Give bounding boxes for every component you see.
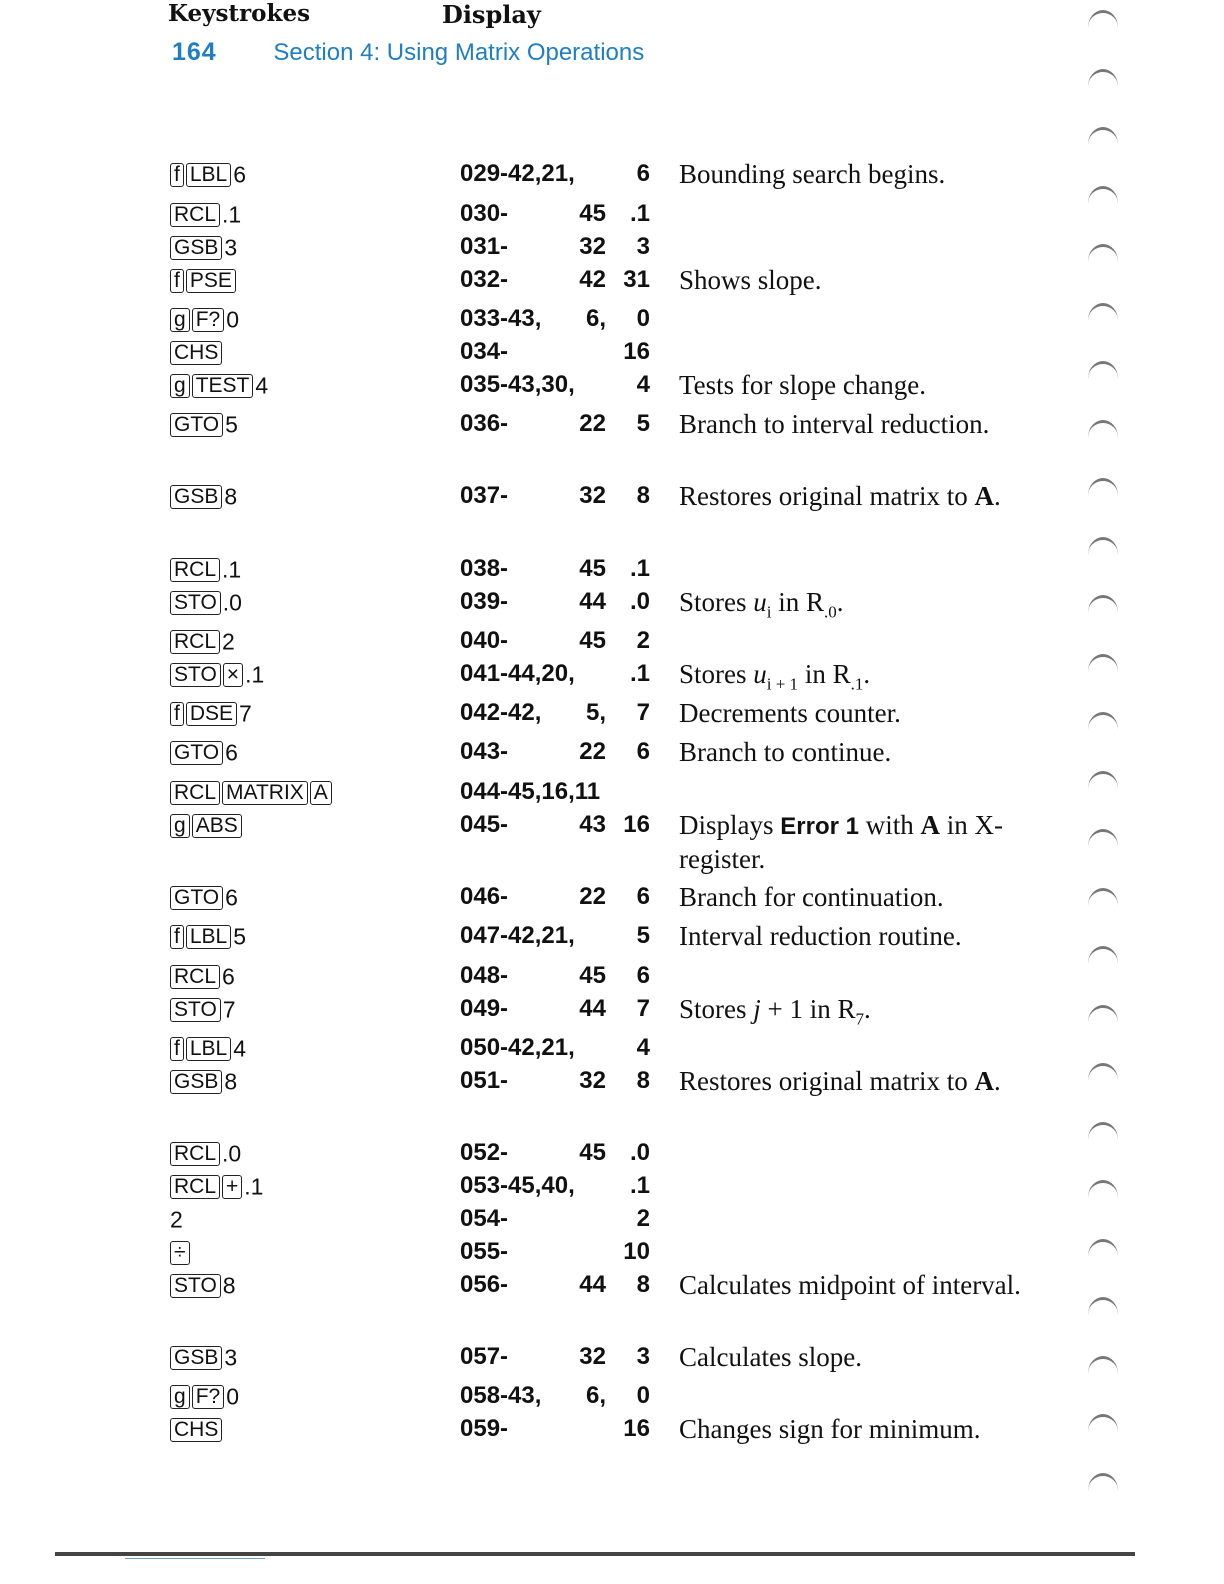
description <box>679 809 1024 876</box>
key-cap: g <box>170 814 190 838</box>
description <box>679 586 1024 628</box>
binder-hole <box>1088 1473 1118 1508</box>
listing-row <box>0 883 1224 915</box>
key-cap: GTO <box>170 741 223 765</box>
key-digit: 2 <box>170 1206 183 1233</box>
key-cap: GSB <box>170 236 222 260</box>
binder-hole <box>1088 595 1118 630</box>
description-part: Shows slope. <box>679 265 822 295</box>
description-part: Stores <box>679 587 747 617</box>
binder-hole <box>1088 10 1118 45</box>
display-code-mid: 45 <box>579 200 606 227</box>
display-code-right: 5 <box>636 922 650 949</box>
display-code-right: 6 <box>636 160 650 187</box>
display-code-mid: 6, <box>585 305 606 332</box>
key-digit: 3 <box>224 234 238 261</box>
listing-row <box>0 1238 1224 1270</box>
display-code-mid: 32 <box>579 233 606 260</box>
key-digit: 8 <box>224 1068 238 1095</box>
display-code-right: 8 <box>636 482 650 509</box>
key-cap: f <box>170 1037 184 1061</box>
binder-hole <box>1088 771 1118 806</box>
display-line-code: 041-44,20, <box>460 660 575 687</box>
description <box>679 920 1024 953</box>
display-line-code: 034- <box>460 338 509 365</box>
key-cap: GTO <box>170 886 223 910</box>
key-cap: ABS <box>192 814 242 838</box>
key-digit: 7 <box>222 996 236 1023</box>
key-cap: PSE <box>186 269 236 293</box>
footer-accent-rule <box>125 1558 265 1559</box>
display-code-right: 6 <box>636 738 650 765</box>
page-header <box>172 38 644 67</box>
key-digit: 8 <box>224 483 238 510</box>
display-code-mid: 45 <box>579 1139 606 1166</box>
display-code-mid: 22 <box>579 410 606 437</box>
binder-hole <box>1088 654 1118 689</box>
listing-row <box>0 410 1224 442</box>
description-part: Interval reduction routine. <box>679 921 962 951</box>
listing-row <box>0 555 1224 587</box>
key-digit: 2 <box>222 628 235 655</box>
binder-hole <box>1088 1122 1118 1157</box>
key-cap: STO <box>170 663 221 687</box>
description-end: . <box>836 587 844 617</box>
display-line-code: 044-45,16,11 <box>460 778 601 805</box>
listing-row <box>0 995 1224 1027</box>
display-code-right: .1 <box>629 1172 650 1199</box>
display-code-right: 5 <box>636 410 650 437</box>
display-code-right: 6 <box>636 962 650 989</box>
description-end: . <box>863 659 871 689</box>
display-line-code: 029-42,21, <box>460 160 575 187</box>
description-part: in R <box>778 587 824 617</box>
display-code-right: 16 <box>623 1415 650 1442</box>
key-digit: 5 <box>225 411 238 438</box>
display-line-code: 055- <box>460 1238 509 1265</box>
display-line-code: 038- <box>460 555 509 582</box>
key-cap: F? <box>192 308 225 332</box>
binder-hole <box>1088 127 1118 162</box>
listing-row <box>0 200 1224 232</box>
display-code-mid: 45 <box>579 555 606 582</box>
key-cap: F? <box>192 1385 225 1409</box>
keystrokes-column-heading: Keystrokes <box>168 0 311 27</box>
display-code-right: 7 <box>636 995 650 1022</box>
binder-hole <box>1088 1297 1118 1332</box>
display-line-code: 033-43, <box>460 305 542 332</box>
key-cap: STO <box>170 591 221 615</box>
display-code-right: 8 <box>636 1271 650 1298</box>
display-line-code: 048- <box>460 962 509 989</box>
display-code-right: 10 <box>623 1238 650 1265</box>
listing-row <box>0 482 1224 514</box>
display-code-mid: 22 <box>579 883 606 910</box>
display-line-code: 030- <box>460 200 509 227</box>
listing-row <box>0 160 1224 192</box>
display-code-mid: 44 <box>579 1271 606 1298</box>
listing-row <box>0 1067 1224 1099</box>
display-code-mid: 44 <box>579 995 606 1022</box>
display-code-mid: 5, <box>585 699 606 726</box>
description <box>679 1269 1024 1302</box>
description-part: Branch to interval reduction. <box>679 409 990 439</box>
key-cap: f <box>170 702 184 726</box>
display-code-right: .0 <box>629 588 650 615</box>
description <box>679 1065 1024 1098</box>
description <box>679 697 1024 730</box>
key-cap: LBL <box>186 163 231 187</box>
description-part: Restores original matrix to <box>679 1066 968 1096</box>
key-cap: CHS <box>170 341 222 365</box>
display-line-code: 059- <box>460 1415 509 1442</box>
display-line-code: 047-42,21, <box>460 922 575 949</box>
description-end: . <box>993 1066 1001 1096</box>
binder-hole <box>1088 1005 1118 1040</box>
key-cap: g <box>170 1385 190 1409</box>
description <box>679 993 1024 1035</box>
display-code-mid: 45 <box>579 962 606 989</box>
description <box>679 369 1024 402</box>
display-code-right: .0 <box>629 1139 650 1166</box>
description-subscript: i <box>766 602 772 622</box>
description-subscript: .0 <box>824 602 837 622</box>
description-part: + 1 in R <box>767 994 856 1024</box>
key-cap: GSB <box>170 1346 222 1370</box>
description <box>679 736 1024 769</box>
display-column-heading: Display <box>442 0 541 29</box>
description-part: Displays <box>679 810 774 840</box>
binder-hole <box>1088 244 1118 279</box>
listing-row <box>0 738 1224 770</box>
listing-row <box>0 1139 1224 1171</box>
description-part: Tests for slope change. <box>679 370 927 400</box>
listing-row <box>0 338 1224 370</box>
listing-row <box>0 588 1224 620</box>
key-digit: 3 <box>224 1344 238 1371</box>
key-digit: .1 <box>245 661 265 688</box>
description-part: Branch for continuation. <box>679 882 944 912</box>
display-code-right: 3 <box>636 1343 650 1370</box>
binder-hole <box>1088 1414 1118 1449</box>
key-cap: DSE <box>186 702 237 726</box>
listing-row <box>0 627 1224 659</box>
key-cap: × <box>223 663 243 687</box>
key-cap: RCL <box>170 558 220 582</box>
description-part: Changes sign for minimum. <box>679 1414 981 1444</box>
key-cap: RCL <box>170 1175 220 1199</box>
key-digit: .1 <box>222 201 242 228</box>
display-line-code: 058-43, <box>460 1382 542 1409</box>
binder-holes <box>1080 10 1130 1550</box>
binder-hole <box>1088 888 1118 923</box>
display-code-right: 6 <box>636 883 650 910</box>
key-digit: .0 <box>222 589 242 616</box>
listing-row <box>0 1382 1224 1414</box>
binder-hole <box>1088 420 1118 455</box>
key-cap: LBL <box>186 1037 231 1061</box>
description-bold: A <box>920 810 940 840</box>
listing-row <box>0 922 1224 954</box>
display-line-code: 045- <box>460 811 509 838</box>
description-end: in X-register. <box>679 810 1003 874</box>
display-code-right: 31 <box>623 266 650 293</box>
description-part: Calculates midpoint of interval. <box>679 1270 1021 1300</box>
keystrokes <box>170 778 334 805</box>
key-cap: RCL <box>170 965 220 989</box>
listing-row <box>0 266 1224 298</box>
key-digit: 6 <box>233 161 247 188</box>
display-line-code: 031- <box>460 233 509 260</box>
description-subscript: i + 1 <box>766 674 799 694</box>
display-code-right: 4 <box>636 1034 650 1061</box>
description-part: Stores <box>679 994 747 1024</box>
description-bold: A <box>974 481 994 511</box>
display-line-code: 057- <box>460 1343 509 1370</box>
description-part: Branch to continue. <box>679 737 892 767</box>
listing-row <box>0 660 1224 692</box>
description-part: Restores original matrix to <box>679 481 968 511</box>
display-code-mid: 32 <box>579 482 606 509</box>
description-subscript: 7 <box>855 1009 865 1029</box>
key-cap: + <box>222 1175 242 1199</box>
description-part: Bounding search begins. <box>679 159 946 189</box>
binder-hole <box>1088 1239 1118 1274</box>
description <box>679 264 1024 297</box>
listing-row <box>0 962 1224 994</box>
binder-hole <box>1088 361 1118 396</box>
display-code-mid: 44 <box>579 588 606 615</box>
key-digit: .1 <box>244 1173 264 1200</box>
display-code-right: 7 <box>636 699 650 726</box>
description <box>679 881 1024 914</box>
key-digit: 7 <box>239 700 252 727</box>
listing-row <box>0 1415 1224 1447</box>
display-line-code: 037- <box>460 482 509 509</box>
key-cap: RCL <box>170 203 220 227</box>
display-code-right: 4 <box>636 371 650 398</box>
description-part: with <box>865 810 914 840</box>
listing-row <box>0 371 1224 403</box>
key-cap: RCL <box>170 781 220 805</box>
binder-hole <box>1088 69 1118 104</box>
key-cap: RCL <box>170 1142 220 1166</box>
key-cap: g <box>170 374 190 398</box>
description <box>679 658 1024 700</box>
description-variable: u <box>753 587 767 617</box>
display-code-mid: 22 <box>579 738 606 765</box>
binder-hole <box>1088 478 1118 513</box>
binder-hole <box>1088 1356 1118 1391</box>
description-bold: A <box>974 1066 994 1096</box>
key-cap: LBL <box>186 925 231 949</box>
display-code-right: .1 <box>629 555 650 582</box>
listing-row <box>0 305 1224 337</box>
listing-row <box>0 1172 1224 1204</box>
key-cap: GTO <box>170 413 223 437</box>
listing-row <box>0 699 1224 731</box>
description-part: in R <box>804 659 851 689</box>
display-line-code: 036- <box>460 410 509 437</box>
key-digit: .0 <box>222 1140 242 1167</box>
display-code-right: 2 <box>636 627 650 654</box>
binder-hole <box>1088 946 1118 981</box>
description-variable: u <box>753 659 767 689</box>
key-cap: MATRIX <box>222 781 308 805</box>
page-number: 164 <box>172 38 217 66</box>
description <box>679 1413 1024 1446</box>
key-digit: 0 <box>226 306 239 333</box>
key-digit: 6 <box>225 884 238 911</box>
description-part: Stores <box>679 659 747 689</box>
display-line-code: 050-42,21, <box>460 1034 575 1061</box>
key-cap: RCL <box>170 630 220 654</box>
key-cap: f <box>170 269 184 293</box>
binder-hole <box>1088 303 1118 338</box>
display-line-code: 052- <box>460 1139 509 1166</box>
description-part: Error 1 <box>780 813 859 840</box>
display-line-code: 049- <box>460 995 509 1022</box>
key-cap: CHS <box>170 1418 222 1442</box>
key-cap: GSB <box>170 485 222 509</box>
binder-hole <box>1088 712 1118 747</box>
display-code-right: .1 <box>629 660 650 687</box>
display-line-code: 040- <box>460 627 509 654</box>
listing-row <box>0 1034 1224 1066</box>
key-cap: f <box>170 163 184 187</box>
description-end: . <box>864 994 871 1024</box>
display-line-code: 042-42, <box>460 699 542 726</box>
binder-hole <box>1088 829 1118 864</box>
description-part: Calculates slope. <box>679 1342 862 1372</box>
key-digit: 4 <box>233 1035 247 1062</box>
listing-row <box>0 233 1224 265</box>
display-line-code: 053-45,40, <box>460 1172 575 1199</box>
binder-hole <box>1088 1063 1118 1098</box>
description <box>679 1341 1024 1374</box>
display-line-code: 043- <box>460 738 509 765</box>
binder-hole <box>1088 1180 1118 1215</box>
display-line-code: 054- <box>460 1205 509 1232</box>
key-digit: 0 <box>226 1383 239 1410</box>
display-line-code: 056- <box>460 1271 509 1298</box>
key-cap: A <box>310 781 332 805</box>
display-code-mid: 6, <box>585 1382 606 1409</box>
listing-row <box>0 1205 1224 1237</box>
description <box>679 480 1024 513</box>
key-digit: .1 <box>222 556 242 583</box>
display-code-mid: 45 <box>579 627 606 654</box>
display-line-code: 051- <box>460 1067 509 1094</box>
listing-row <box>0 1343 1224 1375</box>
display-code-right: 8 <box>636 1067 650 1094</box>
display-code-mid: 43 <box>579 811 606 838</box>
display-code-right: 0 <box>636 1382 650 1409</box>
listing-row <box>0 1271 1224 1303</box>
key-cap: STO <box>170 998 221 1022</box>
binder-hole <box>1088 537 1118 572</box>
key-cap: ÷ <box>170 1241 190 1265</box>
description-subscript: .1 <box>850 674 864 694</box>
key-digit: 6 <box>225 739 238 766</box>
display-code-mid: 42 <box>579 266 606 293</box>
display-line-code: 039- <box>460 588 509 615</box>
key-digit: 5 <box>233 923 247 950</box>
key-cap: g <box>170 308 190 332</box>
listing-row <box>0 778 1224 810</box>
description <box>679 158 1024 191</box>
display-line-code: 035-43,30, <box>460 371 575 398</box>
display-code-right: 16 <box>623 811 650 838</box>
display-code-right: 16 <box>623 338 650 365</box>
binder-hole <box>1088 186 1118 221</box>
description <box>679 408 1024 441</box>
key-digit: 8 <box>222 1272 236 1299</box>
display-code-right: 2 <box>636 1205 650 1232</box>
display-line-code: 032- <box>460 266 509 293</box>
key-digit: 4 <box>255 372 269 399</box>
section-title: Section 4: Using Matrix Operations <box>273 39 645 66</box>
display-code-right: 3 <box>636 233 650 260</box>
description-part: Decrements counter. <box>679 698 901 728</box>
key-cap: TEST <box>192 374 254 398</box>
display-line-code: 046- <box>460 883 509 910</box>
display-code-mid: 32 <box>579 1067 606 1094</box>
key-cap: f <box>170 925 184 949</box>
display-code-mid: 32 <box>579 1343 606 1370</box>
footer-rule <box>55 1552 1135 1556</box>
display-code-right: .1 <box>629 200 650 227</box>
key-digit: 6 <box>222 963 235 990</box>
listing-row <box>0 810 1224 874</box>
key-cap: STO <box>170 1274 221 1298</box>
key-cap: GSB <box>170 1070 222 1094</box>
display-code-right: 0 <box>636 305 650 332</box>
description-end: . <box>993 481 1001 511</box>
description-variable: j <box>753 994 761 1024</box>
